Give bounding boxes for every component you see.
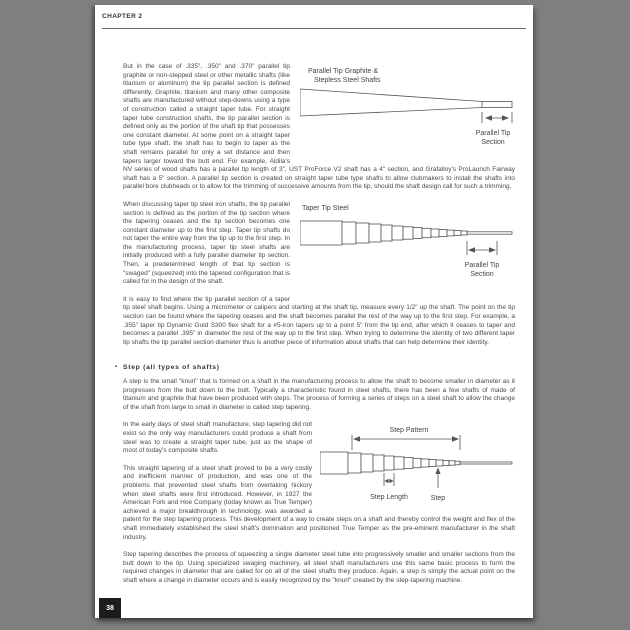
book-page — [95, 5, 533, 618]
diagram1-callout — [476, 112, 512, 146]
diagram1-callout-line2: Section — [481, 139, 505, 146]
step-length-label: Step Length — [370, 494, 408, 502]
page-header — [95, 5, 533, 29]
step-section — [115, 363, 515, 585]
paragraph-4a: A step is the small "knurl" that is formed on a shaft in the manufacturing process to allow the shaft to become smaller in diameter as it progresses from the butt down to the butt. Typically a characteristic found in steel shafts, there has been a few shafts of made of titanium and graphite that have been produced with steps. The process of forming a series of steps on a steel shaft to allow the change of the shaft from large to small in diameter is called step tapering. — [123, 378, 515, 411]
paragraph-6: Step tapering describes the process of squeezing a single diameter steel tube into progressively smaller and smaller sections from the butt down to the tip. Using specialized swaging machinery, all steel shaft manufacturers use this same basic process to form the required changes in diameter that are called for on all of the steel shafts they produce. Again, a step is simply the actual point on the shaft where a change in diameter occurs and is easily recognized by the "knurl" created by the step-tapering machine. — [123, 551, 515, 584]
diagram3-title: Step Pattern — [389, 427, 429, 435]
diagram2-title: Taper Tip Steel — [302, 204, 349, 212]
page-content — [115, 63, 515, 585]
diagram2-callout — [465, 241, 500, 278]
paragraph-4b: In the early days of steel shaft manufacture, step tapering did not exist so the only way manufacturers could produce a shaft from steel was to create a straight taper tube, just as the shape of most of today's composite shafts. — [123, 421, 312, 455]
header-rule — [102, 28, 526, 29]
diagram2-callout-line2: Section — [470, 270, 494, 278]
section-heading-text: Step (all types of shafts) — [123, 364, 220, 372]
step-callout — [431, 468, 446, 503]
bullet-icon: ▪ — [115, 364, 118, 371]
taper-tip-steel-drawing — [300, 201, 515, 296]
diagram1-callout-line1: Parallel Tip — [475, 130, 511, 137]
diagram-taper-tip-steel — [300, 201, 515, 296]
paragraph-5: This straight tapering of a steel shaft proved to be a very costly and inefficient manner of production, and was one of the problems that prevented steel shafts from overtaking hickory when steel shafts were first introduced. However, in 1927 the American Fork and Hoe Company (today known as True Temper) achieved a major breakthrough in technology, was awarded a patent for the step tapering process. This development of a way to create steps on a shaft and thereby control the weight and flex of the shaft immediately established the steel shaft's domination and positioned True Temper as the pre-eminent manufacturer in the shaft industry. — [123, 464, 515, 541]
taper-tip-block — [123, 201, 515, 287]
parallel-tip-graphite-drawing — [300, 63, 515, 155]
stepped-shaft-shape — [300, 221, 512, 245]
chapter-label: CHAPTER 2 — [102, 13, 143, 20]
step-pattern-span — [352, 435, 460, 450]
diagram1-title-line2: Stepless Steel Shafts — [314, 77, 381, 84]
tapered-shaft-shape — [300, 89, 512, 116]
page-number-badge: 38 — [99, 598, 121, 618]
parallel-tip-block — [123, 63, 515, 192]
section-heading-step — [115, 363, 515, 373]
diagram-parallel-tip-graphite — [300, 63, 515, 155]
diagram1-title-line1: Parallel Tip Graphite & — [308, 68, 379, 75]
paragraph-1: But in the case of .335", .350" and .370" parallel tip graphite or non-stepped steel or other metallic shafts (like titanium or aluminum) the tip parallel section is defined differently. Graphite, titanium and many other composite shafts are manufactured without step-downs using a type of construction called a straight taper tube. For straight taper tube construction shafts, the tip parallel section is defined only as the portion of the shaft tip that possesses one constant diameter. At some point on a straight taper tube type shaft, the shaft has to begin to taper as the shaft remains parallel for only a set distance and then tapers larger toward the butt end. For example, Aldila's NV series of wood shafts has a parallel tip length of 3", UST ProForce V2 shaft has a 4" section, and Grafalloy's ProLaunch Fairway shaft has a 5" section. A parallel tip section is created on straight taper tube type shafts to allow clubmakers to install the shafts into parallel bore clubheads or to allow for the trimming of successive amounts from the tip, should the shaft design call for such a trimming. — [123, 63, 515, 191]
step-pattern-block — [123, 421, 515, 542]
step-label: Step — [430, 495, 446, 503]
step-length-callout — [370, 473, 408, 501]
diagram-step-pattern — [320, 423, 515, 511]
paragraph-2: When discussing taper tip steel iron shafts, the tip parallel section is defined as the portion of the tip section where the tapering ceases and the tip section becomes one constant diameter up to the first step. Taper tip shafts do not taper the entire way from the tip up to the first step. In the manufacturing process, taper tip steel shafts are initially produced with a fully parallel diameter tip section. Then, a predetermined length of that tip section is "swaged" (squeezed) into the tapered configuration that is called for in the design of the shaft. — [123, 200, 290, 286]
paragraph-3: It is easy to find where the tip parallel section of a taper tip steel shaft begins. Using a micrometer or calipers and starting at the shaft tip, measure every 1/2" up the shaft. The point on the tip section can be found where the tapering ceases and the shaft becomes parallel the rest of the way up to the first step. For example, a .355" taper tip Dynamic Gold S300 flex shaft for a #5-iron tapers up to a point 5" from the tip end, after which it ceases to taper and becomes a parallel .395" in diameter the rest of the way up to the first step. When trying to determine the identity of two different taper tip shafts the tip parallel section diameter thus is another piece of information about shafts that can help determine their identity. — [123, 295, 515, 346]
step-pattern-drawing — [320, 423, 515, 511]
stepped-shaft-shape — [320, 452, 512, 474]
diagram2-callout-line1: Parallel Tip — [464, 261, 500, 269]
